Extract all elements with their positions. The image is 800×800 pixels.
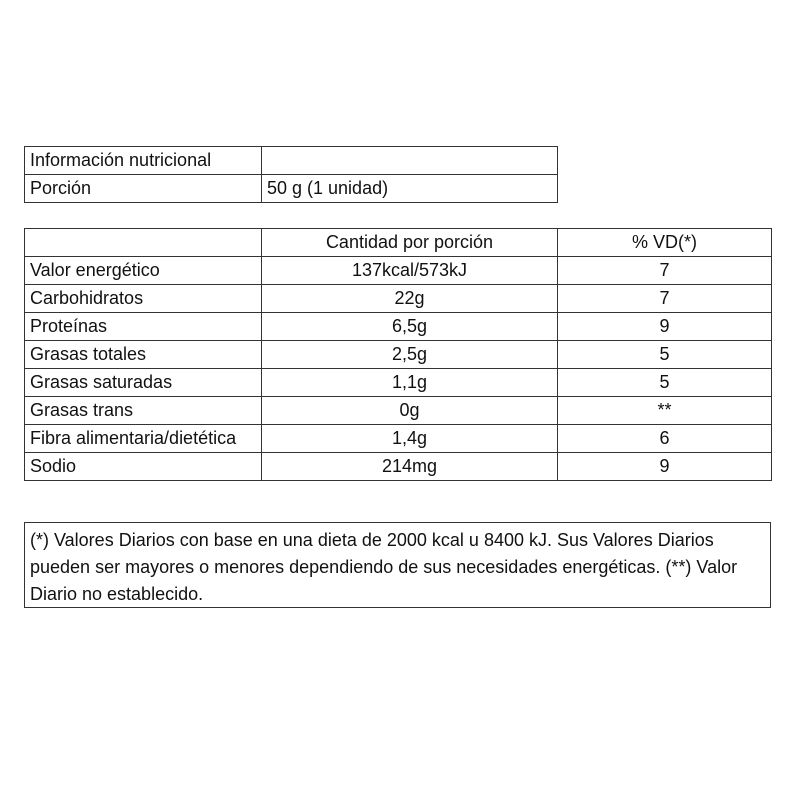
nutrient-vd: 6	[558, 425, 772, 453]
nutrient-amount: 0g	[262, 397, 558, 425]
nutrient-vd: 9	[558, 453, 772, 481]
table-row	[25, 313, 772, 341]
table-row	[25, 341, 772, 369]
nutrient-name: Grasas trans	[25, 397, 262, 425]
nutrient-vd: 7	[558, 285, 772, 313]
nutrient-name: Grasas saturadas	[25, 369, 262, 397]
table-row	[25, 425, 772, 453]
column-header-vd: % VD(*)	[558, 229, 772, 257]
nutrient-amount: 6,5g	[262, 313, 558, 341]
title-value	[262, 147, 558, 175]
nutrient-amount: 1,4g	[262, 425, 558, 453]
table-row	[25, 369, 772, 397]
column-header-nutrient	[25, 229, 262, 257]
nutrient-vd: 7	[558, 257, 772, 285]
footnote-box	[24, 522, 771, 608]
header-table	[24, 146, 558, 203]
nutrient-name: Valor energético	[25, 257, 262, 285]
table-row	[25, 397, 772, 425]
nutrient-name: Proteínas	[25, 313, 262, 341]
table-row	[25, 285, 772, 313]
nutrition-header-row	[25, 229, 772, 257]
title-label: Información nutricional	[25, 147, 262, 175]
nutrient-name: Sodio	[25, 453, 262, 481]
nutrient-name: Carbohidratos	[25, 285, 262, 313]
table-row	[25, 257, 772, 285]
nutrient-name: Fibra alimentaria/dietética	[25, 425, 262, 453]
nutrient-vd: 5	[558, 369, 772, 397]
nutrient-vd: 9	[558, 313, 772, 341]
portion-value: 50 g (1 unidad)	[262, 175, 558, 203]
nutrient-amount: 1,1g	[262, 369, 558, 397]
nutrient-vd: 5	[558, 341, 772, 369]
nutrient-vd: **	[558, 397, 772, 425]
footnote-text: (*) Valores Diarios con base en una dieta de 2000 kcal u 8400 kJ. Sus Valores Diarios pueden ser mayores o menores dependiendo de sus necesidades energéticas. (**) Valor Diario no establecido.	[30, 530, 738, 604]
nutrient-amount: 137kcal/573kJ	[262, 257, 558, 285]
table-row	[25, 453, 772, 481]
nutrient-amount: 214mg	[262, 453, 558, 481]
nutrition-table	[24, 228, 772, 481]
nutrient-amount: 2,5g	[262, 341, 558, 369]
title-row	[25, 147, 558, 175]
nutrient-name: Grasas totales	[25, 341, 262, 369]
column-header-amount: Cantidad por porción	[262, 229, 558, 257]
portion-row	[25, 175, 558, 203]
portion-label: Porción	[25, 175, 262, 203]
nutrient-amount: 22g	[262, 285, 558, 313]
